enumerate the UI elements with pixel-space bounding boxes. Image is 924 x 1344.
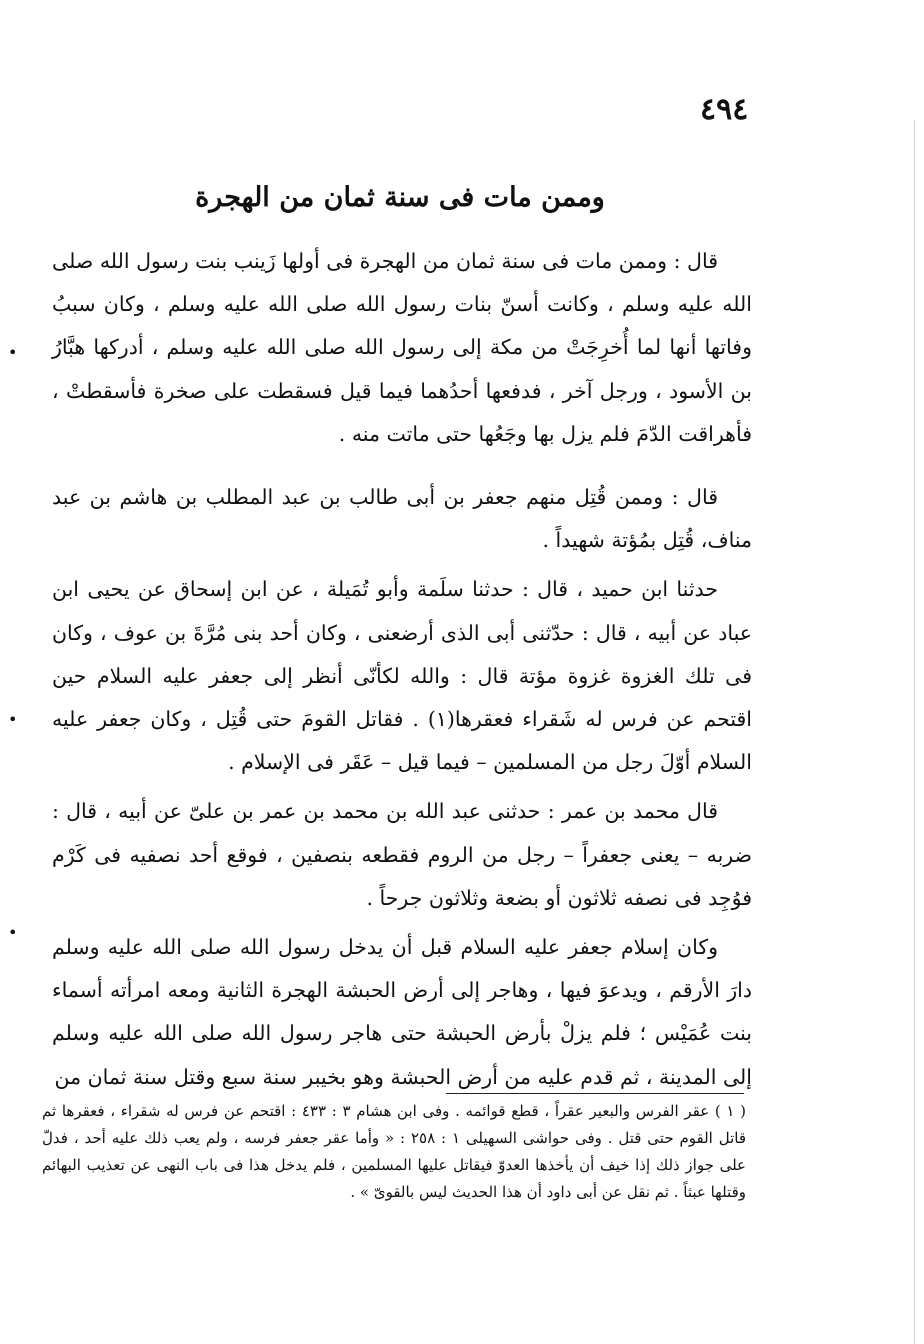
margin-mark: • [8, 710, 18, 729]
chapter-title: وممن مات فى سنة ثمان من الهجرة [195, 182, 605, 213]
paragraph-zaynab: قال : وممن مات فى سنة ثمان من الهجرة فى أولها زَينب بنت رسول الله صلى الله عليه وسلم ، وكانت أسنّ بنات رسول الله صلى الله عليه وسلم ، وكان سببُ وفاتها أنها لما أُخرِجَتْ من مكة إلى رسول الله صلى الله عليه وسلم ، أدركها هبَّارُ بن الأسود ، ورجل آخر ، فدفعها أحدُهما فيما قيل فسقطت على صخرة فأسقطتْ ، فأهراقت الدّمَ فلم يزل بها وجَعُها حتى ماتت منه . [52, 249, 752, 446]
paragraph-jafar-killed: قال : وممن قُتِل منهم جعفر بن أبى طالب بن عبد المطلب بن هاشم بن عبد مناف، قُتِل بمُؤتة شهيداً . [52, 485, 752, 553]
main-text [52, 240, 752, 1099]
footnote-1: ( ١ ) عقر الفرس والبعير عقراً ، قطع قوائمه . وفى ابن هشام ٣ : ٤٣٣ : اقتحم عن فرس له شقراء ، فعقرها ثم قاتل القوم حتى قتل . وفى حواشى السهيلى ١ : ٢٥٨ : « وأما عقر جعفر فرسه ، ولم يعب ذلك عليه أحد ، فدلّ على جواز ذلك إذا خيف أن يأخذها العدوّ فيقاتل عليها المسلمين ، فلم يدخل هذا فى باب النهى عن تعذيب البهائم وقتلها عبثاً . ثم نقل عن أبى داود أن هذا الحديث ليس بالقوىّ » . [42, 1102, 746, 1201]
margin-mark: • [8, 343, 18, 362]
paragraph-jafar-islam: وكان إسلام جعفر عليه السلام قبل أن يدخل رسول الله صلى الله عليه وسلم دارَ الأرقم ، ويدعوَ فيها ، وهاجر إلى أرض الحبشة الهجرة الثانية ومعه امرأته أسماء بنت عُمَيْس ؛ فلم يزلْ بأرض الحبشة حتى هاجر رسول الله صلى الله عليه وسلم إلى المدينة ، ثم قدم عليه من أرض الحبشة وهو بخيبر سنة سبع وقتل سنة ثمان من [52, 935, 752, 1089]
page-number: ٤٩٤ [700, 92, 749, 127]
paragraph-ibn-humayd-narration: حدثنا ابن حميد ، قال : حدثنا سلَمة وأبو تُمَيلة ، عن ابن إسحاق عن يحيى ابن عباد عن أبيه ، قال : حدّثنى أبى الذى أرضعنى ، وكان أحد بنى مُرَّةَ بن عوف ، وكان فى تلك الغزوة غزوة مؤتة قال : والله لكأنّى أنظر إلى جعفر عليه السلام حين اقتحم عن فرس له شَقراء فعقرها(١) . فقاتل القومَ حتى قُتِل ، وكان جعفر عليه السلام أوّلَ رجل من المسلمين – فيما قيل – عَقَر فى الإسلام . [52, 577, 753, 775]
margin-mark: • [8, 923, 18, 942]
page-edge-line [914, 120, 915, 1344]
paragraph-muhammad-ibn-umar-narration: قال محمد بن عمر : حدثنى عبد الله بن محمد بن عمر بن علىّ عن أبيه ، قال : ضربه – يعنى جعفراً – رجل من الروم فقطعه بنصفين ، فوقع أحد نصفيه فى كَرْم فوُجِد فى نصفه ثلاثون أو بضعة وثلاثون جرحاً . [52, 799, 752, 910]
footnote-divider [446, 1093, 744, 1094]
footnotes [42, 1098, 746, 1206]
